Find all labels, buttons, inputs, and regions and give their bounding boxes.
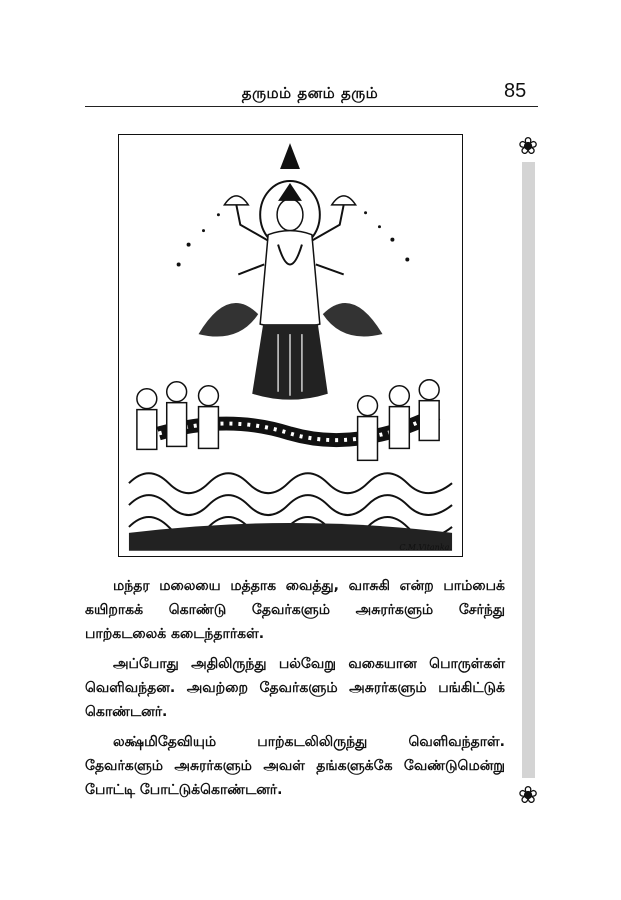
artist-signature: C.M.Vitanka. [399,543,452,552]
lakshmi-illustration [119,135,462,556]
paragraph-3-text: லக்ஷ்மிதேவியும் பாற்கடலிலிருந்து வெளிவந்தாள். தேவர்களும் அசுரர்களும் அவள் தங்களுக்கே வேண்டுமென்று போட்டி போட்டுக்கொண்டனர். [85,734,505,798]
lotus-left [224,196,248,205]
flower-ornament-icon: ❀ [517,132,539,160]
flame-crown [280,143,300,169]
asuras-group [137,382,219,450]
paragraph-2-text: அப்போது அதிலிருந்து பல்வேறு வகையான பொருள்கள் வெளிவந்தன. அவற்றை தேவர்களும் அசுரர்களும் பங்கிட்டுக் கொண்டனர். [85,656,505,720]
side-decorative-bar [522,162,535,778]
paragraph-1-text: மந்தர மலையை மத்தாக வைத்து, வாசுகி என்ற பாம்பைக் கயிறாகக் கொண்டு தேவர்களும் அசுரர்களும் சேர்ந்து பாற்கடலைக் கடைந்தார்கள். [85,578,505,642]
paragraph-2 [85,652,505,724]
lotus-right [332,196,356,205]
page-header-title: தருமம் தனம் தரும் [241,84,379,102]
paragraph-1 [85,574,505,646]
page-number: 85 [504,80,527,102]
flower-ornament-icon: ❀ [517,781,539,809]
illustration-frame [118,134,463,557]
header-rule [85,106,538,107]
devas-group [358,380,440,461]
paragraph-3 [85,730,505,802]
